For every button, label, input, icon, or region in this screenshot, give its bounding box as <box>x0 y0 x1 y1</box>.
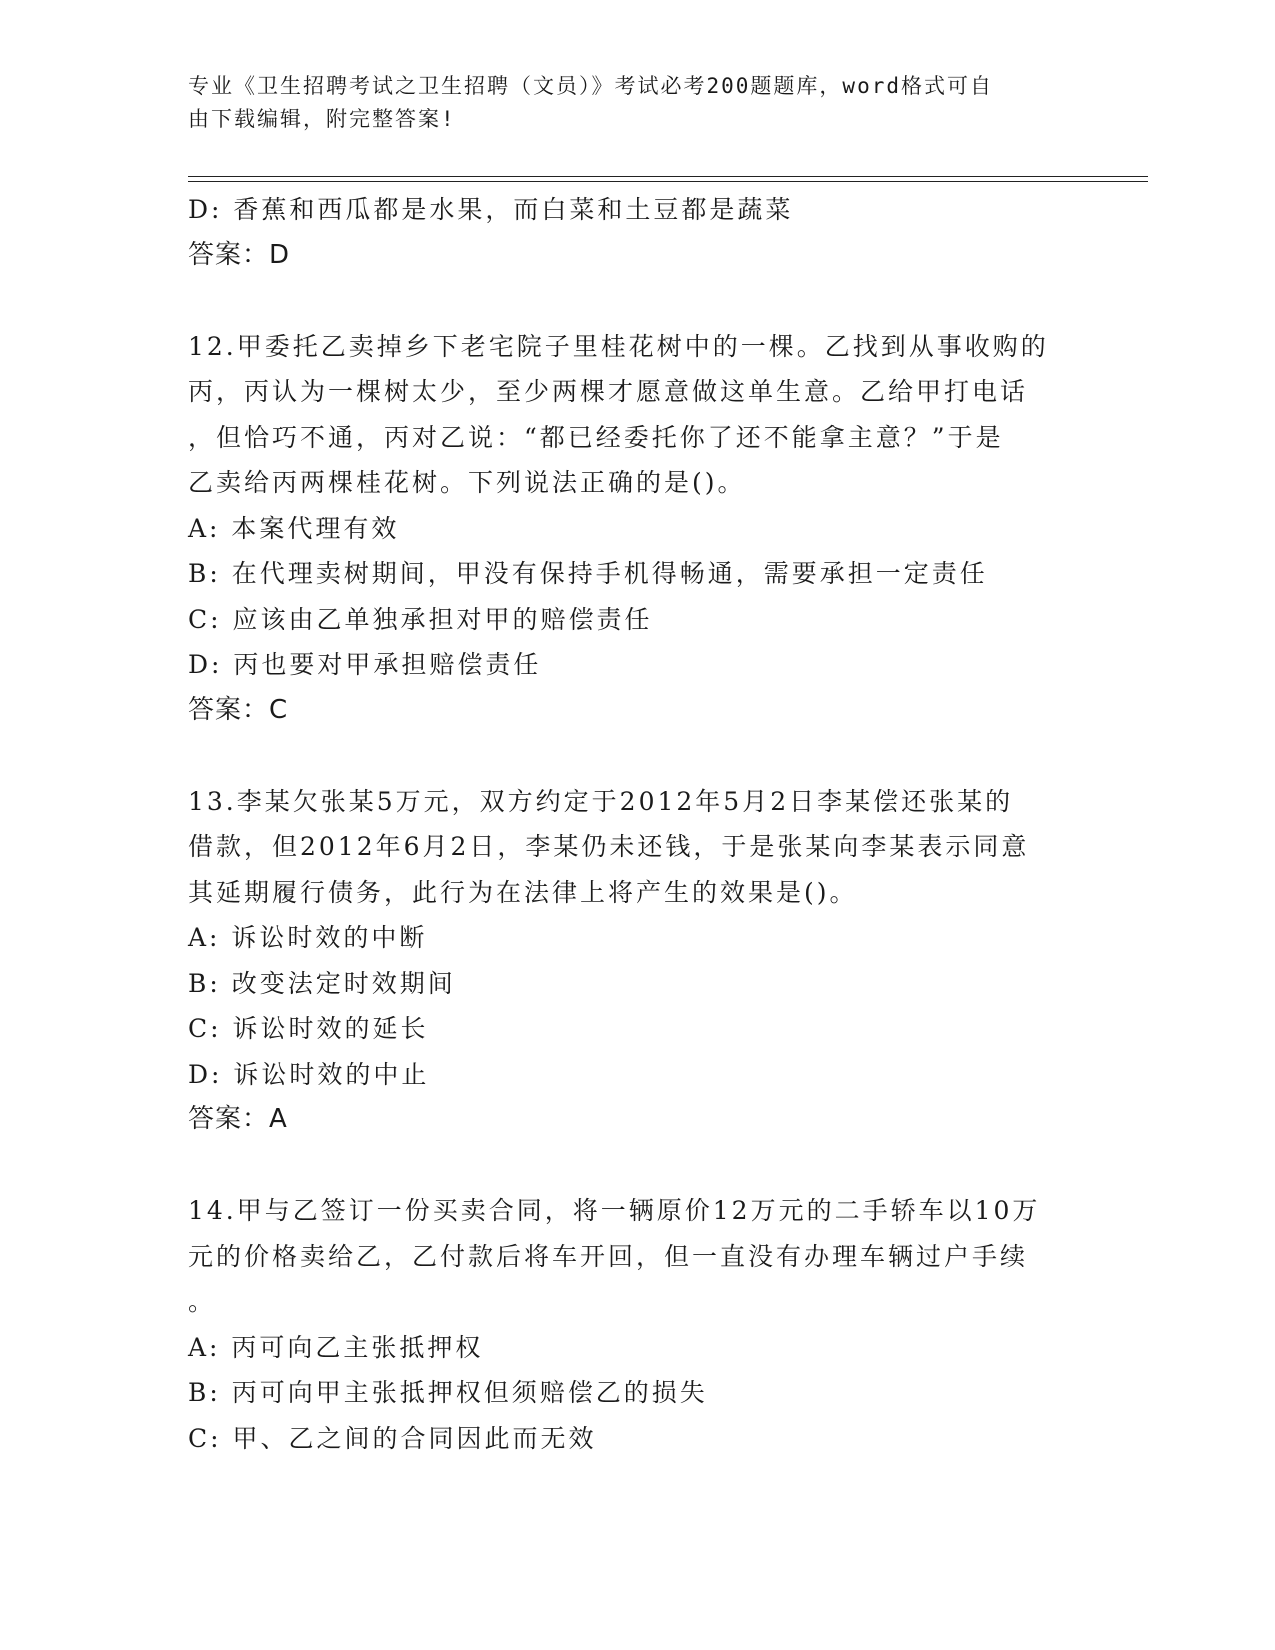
option-b: B: 改变法定时效期间 <box>188 968 456 998</box>
question-text-line: ，但恰巧不通，丙对乙说：“都已经委托你了还不能拿主意？”于是 <box>188 422 1004 452</box>
question-11-tail <box>188 187 1088 278</box>
question-text-line: 14.甲与乙签订一份买卖合同，将一辆原价12万元的二手轿车以10万 <box>188 1196 1041 1225</box>
document-body <box>188 187 1088 1461</box>
question-text-line: 13.李某欠张某5万元，双方约定于2012年5月2日李某偿还张某的 <box>188 786 1014 816</box>
question-text-line: 借款，但2012年6月2日，李某仍未还钱，于是张某向李某表示同意 <box>188 832 1030 861</box>
answer-line: 答案：A <box>188 1104 288 1134</box>
option-d: D: 诉讼时效的中止 <box>188 1059 430 1089</box>
option-a: A: 诉讼时效的中断 <box>188 923 428 952</box>
document-header <box>188 70 1088 136</box>
option-b: B: 在代理卖树期间，甲没有保持手机得畅通，需要承担一定责任 <box>188 559 988 588</box>
option-a: A: 本案代理有效 <box>188 513 400 543</box>
question-13 <box>188 779 1088 1143</box>
option-a: A: 丙可向乙主张抵押权 <box>188 1332 484 1362</box>
question-text-line: 。 <box>188 1287 217 1316</box>
question-text-line: 元的价格卖给乙，乙付款后将车开回，但一直没有办理车辆过户手续 <box>188 1241 1029 1271</box>
question-12 <box>188 324 1088 734</box>
question-spacer <box>188 278 1088 324</box>
option-b: B: 丙可向甲主张抵押权但须赔偿乙的损失 <box>188 1378 708 1407</box>
header-line-1: 专业《卫生招聘考试之卫生招聘（文员）》考试必考200题题库，word格式可自 <box>188 74 993 98</box>
question-spacer <box>188 1143 1088 1189</box>
rule-line-bottom <box>188 181 1148 182</box>
question-spacer <box>188 733 1088 779</box>
option-c: C: 甲、乙之间的合同因此而无效 <box>188 1423 597 1453</box>
option-c: C: 应该由乙单独承担对甲的赔偿责任 <box>188 604 653 634</box>
answer-line: 答案：C <box>188 694 289 725</box>
option-d: D: 香蕉和西瓜都是水果，而白菜和土豆都是蔬菜 <box>188 195 794 224</box>
header-line-2: 由下载编辑，附完整答案! <box>188 107 456 131</box>
question-text-line: 其延期履行债务，此行为在法律上将产生的效果是()。 <box>188 877 858 907</box>
question-text-line: 乙卖给丙两棵桂花树。下列说法正确的是()。 <box>188 468 746 497</box>
question-text-line: 丙，丙认为一棵树太少，至少两棵才愿意做这单生意。乙给甲打电话 <box>188 377 1029 406</box>
answer-line: 答案：D <box>188 239 291 270</box>
question-14 <box>188 1188 1088 1461</box>
rule-line-top <box>188 176 1148 177</box>
header-double-rule <box>188 176 1148 183</box>
option-c: C: 诉讼时效的延长 <box>188 1014 429 1043</box>
option-d: D: 丙也要对甲承担赔偿责任 <box>188 650 542 679</box>
question-text-line: 12.甲委托乙卖掉乡下老宅院子里桂花树中的一棵。乙找到从事收购的 <box>188 331 1049 361</box>
